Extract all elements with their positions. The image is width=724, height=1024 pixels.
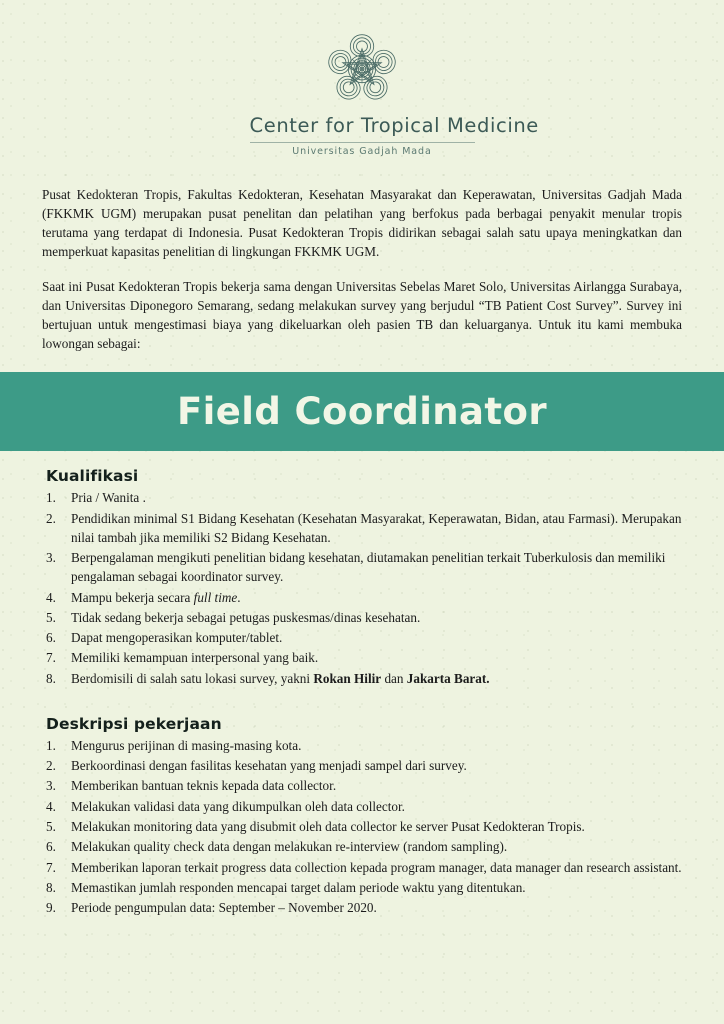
job-title-banner xyxy=(0,372,724,451)
qualification-item-number: 2. xyxy=(46,510,56,526)
job-description-item-number: 3. xyxy=(46,778,56,794)
qualification-item xyxy=(42,588,682,607)
job-description-item-number: 2. xyxy=(46,758,56,774)
qualification-item xyxy=(42,669,682,688)
qualification-item-text: Memiliki kemampuan interpersonal yang baik. xyxy=(71,650,319,666)
job-description-item-text: Berkoordinasi dengan fasilitas kesehatan yang menjadi sampel dari survey. xyxy=(71,758,467,774)
qualification-item-number: 4. xyxy=(46,589,56,605)
intro-section xyxy=(0,186,724,353)
job-description-item-text: Melakukan monitoring data yang disubmit oleh data collector ke server Pusat Kedokteran Tropis. xyxy=(71,818,585,834)
job-description-heading: Deskripsi pekerjaan xyxy=(46,714,222,733)
job-description-item xyxy=(42,736,682,755)
brand-subtitle: Universitas Gadjah Mada xyxy=(292,146,432,158)
job-description-item-number: 7. xyxy=(46,859,56,875)
job-description-item xyxy=(42,756,682,775)
qualification-item-text: Dapat mengoperasikan komputer/tablet. xyxy=(71,630,283,646)
brand-block xyxy=(249,114,539,158)
job-description-item-number: 8. xyxy=(46,879,56,895)
job-description-item xyxy=(42,776,682,795)
qualification-item-text: Berpengalaman mengikuti penelitian bidang kesehatan, diutamakan penelitian terkait Tuberkulosis dan memiliki pengalaman sebagai koordinator survey. xyxy=(71,550,666,585)
brand-divider xyxy=(250,142,475,143)
qualification-item xyxy=(42,608,682,627)
qualifications-section xyxy=(42,467,682,688)
job-description-item xyxy=(42,797,682,816)
qualifications-heading: Kualifikasi xyxy=(46,467,139,486)
job-description-item-text: Mengurus perijinan di masing-masing kota. xyxy=(71,737,302,753)
ugm-mandala-emblem-icon xyxy=(316,30,408,108)
job-description-item-number: 4. xyxy=(46,798,56,814)
job-description-section xyxy=(42,715,682,917)
qualification-item-number: 5. xyxy=(46,609,56,625)
job-description-list xyxy=(42,736,682,917)
qualification-item xyxy=(42,509,682,548)
qualifications-list xyxy=(42,488,682,688)
masthead xyxy=(0,0,724,157)
intro-paragraph-1: Pusat Kedokteran Tropis, Fakultas Kedokteran, Kesehatan Masyarakat dan Keperawatan, Universitas Gadjah Mada (FKKMK UGM) merupakan pusat penelitan dan pelatihan yang berfokus pada berbagai penyakit menular tropis terutama yang terdapat di Indonesia. Pusat Kedokteran Tropis didirikan sebagai salah satu upaya meningkatkan dan memperkuat kapasitas penelitian di lingkungan FKKMK UGM. xyxy=(42,187,682,259)
qualification-item-number: 6. xyxy=(46,630,56,646)
brand-name: Center for Tropical Medicine xyxy=(249,114,539,137)
job-description-item-text: Periode pengumpulan data: September – November 2020. xyxy=(71,900,377,916)
job-description-item xyxy=(42,837,682,856)
qualification-item-number: 8. xyxy=(46,670,56,686)
job-description-item xyxy=(42,858,682,877)
job-description-item-number: 5. xyxy=(46,818,56,834)
job-description-item xyxy=(42,817,682,836)
intro-paragraph-2: Saat ini Pusat Kedokteran Tropis bekerja sama dengan Universitas Sebelas Maret Solo, Universitas Airlangga Surabaya, dan Universitas Diponegoro Semarang, sedang melakukan survey yang berjudul “TB Patient Cost Survey”. Survey ini bertujuan untuk mengestimasi biaya yang dikeluarkan oleh pasien TB dan keluarganya. Untuk itu kami membuka lowongan sebagai: xyxy=(42,279,682,351)
qualification-item xyxy=(42,548,682,587)
job-description-item-text: Memberikan laporan terkait progress data collection kepada program manager, data manager dan research assistant. xyxy=(71,859,682,875)
qualification-item-number: 7. xyxy=(46,650,56,666)
job-description-item-text: Melakukan quality check data dengan melakukan re-interview (random sampling). xyxy=(71,839,508,855)
qualification-item xyxy=(42,488,682,507)
qualification-item xyxy=(42,648,682,667)
qualification-item xyxy=(42,628,682,647)
qualification-item-text: Pendidikan minimal S1 Bidang Kesehatan (Kesehatan Masyarakat, Keperawatan, Bidan, atau Farmasi). Merupakan nilai tambah jika memiliki S2 Bidang Kesehatan. xyxy=(71,510,682,545)
qualification-item-text: Mampu bekerja secara full time. xyxy=(71,589,241,605)
qualification-item-text: Tidak sedang bekerja sebagai petugas puskesmas/dinas kesehatan. xyxy=(71,609,421,625)
job-description-item-text: Memberikan bantuan teknis kepada data collector. xyxy=(71,778,337,794)
qualification-item-number: 1. xyxy=(46,490,56,506)
job-description-item-text: Memastikan jumlah responden mencapai target dalam periode waktu yang ditentukan. xyxy=(71,879,526,895)
job-description-item xyxy=(42,878,682,897)
job-title: Field Coordinator xyxy=(177,390,547,434)
qualification-item-number: 3. xyxy=(46,550,56,566)
job-description-item-number: 6. xyxy=(46,839,56,855)
job-description-item xyxy=(42,898,682,917)
job-description-item-number: 1. xyxy=(46,737,56,753)
job-description-item-number: 9. xyxy=(46,900,56,916)
qualification-item-text: Pria / Wanita . xyxy=(71,490,146,506)
job-description-item-text: Melakukan validasi data yang dikumpulkan oleh data collector. xyxy=(71,798,405,814)
qualification-item-text: Berdomisili di salah satu lokasi survey, yakni Rokan Hilir dan Jakarta Barat. xyxy=(71,670,490,686)
